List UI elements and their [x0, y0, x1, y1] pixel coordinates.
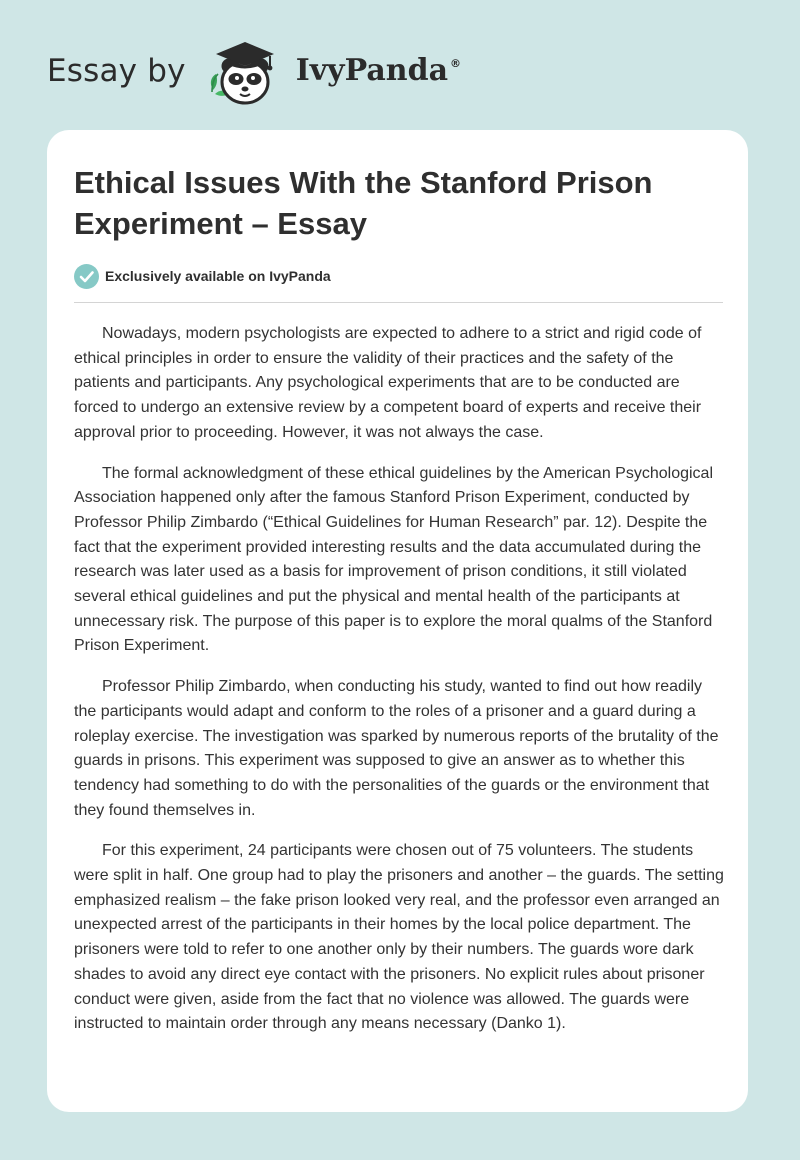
essay-card: [47, 130, 748, 1112]
essay-by-label: Essay by: [47, 52, 186, 89]
essay-body: [74, 322, 724, 1053]
registered-mark: ®: [450, 57, 462, 70]
paragraph: Nowadays, modern psychologists are expected to adhere to a strict and rigid code of ethical principles in order to ensure the validity of their practices and the safety of the patients and participants. Any psychological experiments that are to be conducted are forced to undergo an extensive review by a competent board of experts and receive their approval prior to proceeding. However, it was not always the case.: [74, 325, 702, 441]
page-title: Ethical Issues With the Stanford Prison Experiment – Essay: [74, 165, 653, 241]
panda-graduate-icon[interactable]: [200, 34, 292, 108]
paragraph: For this experiment, 24 participants were chosen out of 75 volunteers. The students were split in half. One group had to play the prisoners and another – the guards. The setting emphasized realism – the fake prison looked very real, and the professor even arranged an unexpected arrest of the participants in their homes by the local police department. The prisoners were told to refer to one another only by their numbers. The guards wore dark shades to avoid any direct eye contact with the prisoners. No explicit rules about prisoner conduct were given, aside from the fact that no violence was allowed. The guards were instructed to maintain order through any means necessary (Danko 1).: [74, 842, 724, 1033]
divider: [74, 302, 723, 303]
brand-label: IvyPanda: [295, 53, 449, 88]
brand-name[interactable]: [295, 53, 462, 88]
paragraph: The formal acknowledgment of these ethical guidelines by the American Psychological Association happened only after the famous Stanford Prison Experiment, conducted by Professor Philip Zimbardo (“Ethical Guidelines for Human Research” par. 12). Despite the fact that the experiment provided interesting results and the data accumulated during the research was later used as a basis for improvement of prison conditions, it still violated several ethical guidelines and put the physical and mental health of the participants at unnecessary risk. The purpose of this paper is to explore the moral qualms of the Stanford Prison Experiment.: [74, 464, 713, 655]
exclusive-badge: [74, 263, 331, 289]
paragraph: Professor Philip Zimbardo, when conducting his study, wanted to find out how readily the participants would adapt and conform to the roles of a prisoner and a guard during a roleplay exercise. The investigation was sparked by numerous reports of the brutality of the guards in prisons. This experiment was supposed to give an answer as to whether this tendency had something to do with the personalities of the guards or the environment that they found themselves in.: [74, 678, 719, 819]
badge-label: Exclusively available on IvyPanda: [105, 268, 331, 284]
check-circle-icon: [74, 264, 99, 289]
site-header: [47, 34, 461, 108]
